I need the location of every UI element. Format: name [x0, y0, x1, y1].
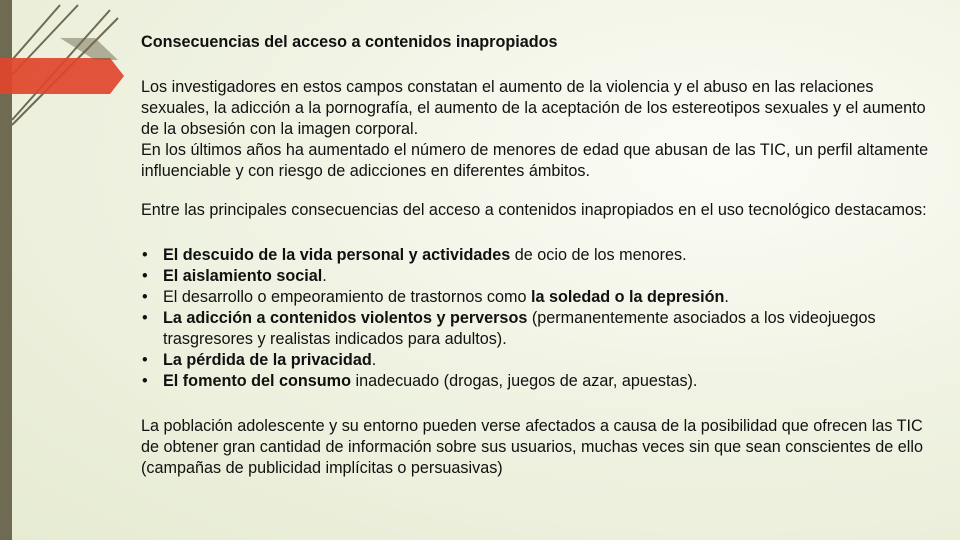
consequences-list — [141, 245, 931, 392]
slide-title: Consecuencias del acceso a contenidos inapropiados — [141, 33, 558, 51]
list-item: • La pérdida de la privacidad. — [141, 350, 931, 371]
list-item: • El fomento del consumo inadecuado (drogas, juegos de azar, apuestas). — [141, 371, 931, 392]
decorative-arrow-shapes-icon — [0, 0, 125, 140]
paragraph-minors: En los últimos años ha aumentado el número de menores de edad que abusan de las TIC, un perfil altamente influenciable y con riesgo de adicciones en diferentes ámbitos. — [141, 141, 929, 180]
closing-paragraph: La población adolescente y su entorno pueden verse afectados a causa de la posibilidad que ofrecen las TIC de obtener gran cantidad de información sobre sus usuarios, muchas veces sin que sean conscientes de ello (campañas de publicidad implícitas o persuasivas) — [141, 417, 923, 477]
paragraph-research: Los investigadores en estos campos constatan el aumento de la violencia y el abuso en las relaciones sexuales, la adicción a la pornografía, el aumento de la aceptación de los estereotipos sexuales y el aumento de la obsesión con la imagen corporal. — [141, 78, 926, 138]
list-item: • El descuido de la vida personal y actividades de ocio de los menores. — [141, 245, 931, 266]
intro-paragraph: Entre las principales consecuencias del acceso a contenidos inapropiados en el uso tecnológico destacamos: — [141, 201, 927, 219]
list-item: • El aislamiento social. — [141, 266, 931, 287]
list-item: • El desarrollo o empeoramiento de trastornos como la soledad o la depresión. — [141, 287, 931, 308]
slide-content — [141, 32, 931, 479]
list-item: • La adicción a contenidos violentos y perversos (permanentemente asociados a los videojuegos trasgresores y realistas indicados para adultos). — [141, 308, 931, 350]
